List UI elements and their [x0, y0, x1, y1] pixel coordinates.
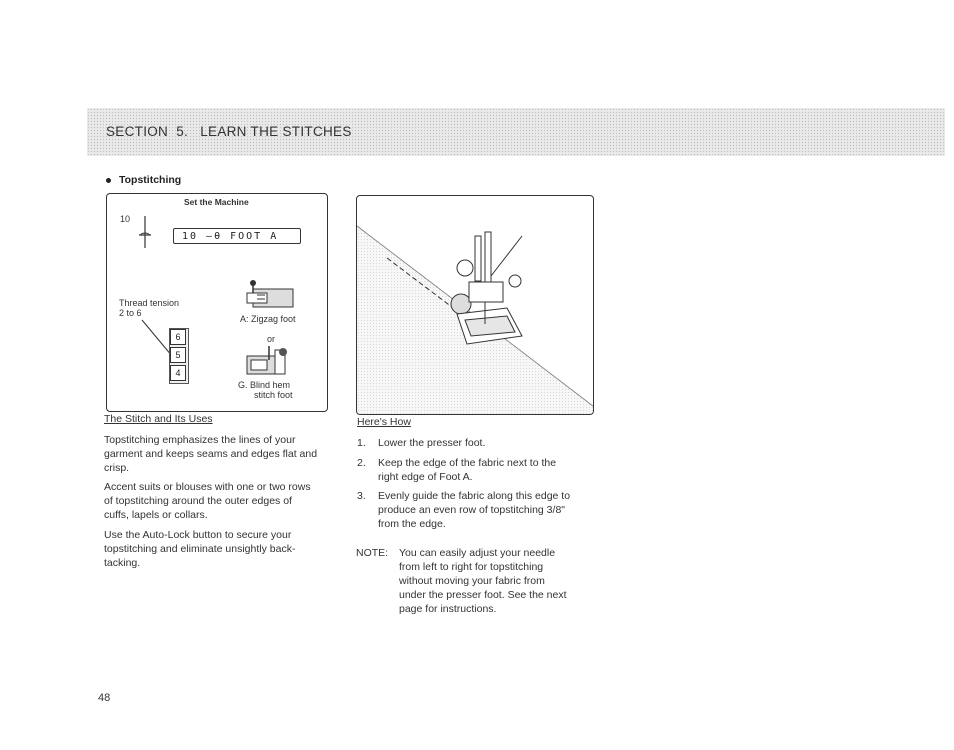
text-line: tacking.	[104, 557, 141, 569]
thread-tension-value: 2 to 6	[119, 308, 142, 318]
topic-title: Topstitching	[119, 174, 182, 186]
text-line: Use the Auto-Lock button to secure your	[104, 529, 292, 541]
foot-a-label: A: Zigzag foot	[240, 314, 296, 324]
uses-title: The Stitch and Its Uses	[104, 413, 213, 425]
topic-heading	[106, 174, 181, 186]
text-line: without moving your fabric from	[399, 575, 545, 587]
thread-tension-label: Thread tension	[119, 298, 180, 308]
text-line: Evenly guide the fabric along this edge to	[378, 490, 571, 502]
text-line: page for instructions.	[399, 603, 497, 615]
text-line: of topstitching around the outer edges of	[104, 495, 292, 507]
step-text	[378, 456, 556, 484]
text-line: under the presser foot. See the next	[399, 589, 567, 601]
text-line: produce an even row of topstitching 3/8"	[378, 504, 566, 516]
step-text	[378, 436, 485, 450]
topstitching-illustration	[357, 196, 593, 414]
stitch-length-dial-icon	[136, 214, 154, 250]
zigzag-foot-icon	[243, 280, 295, 314]
blind-hem-foot-icon	[243, 344, 295, 378]
text-line: from left to right for topstitching	[399, 561, 544, 573]
bullet-icon	[106, 178, 111, 183]
text-line: Accent suits or blouses with one or two rows	[104, 481, 311, 493]
text-line: Topstitching emphasizes the lines of your	[104, 434, 296, 446]
text-line: from the edge.	[378, 518, 446, 530]
note-text	[399, 546, 567, 616]
uses-paragraph-2	[104, 480, 311, 522]
tension-dial-5: 5	[170, 347, 186, 363]
text-line: topstitching and eliminate unsightly back-	[104, 543, 296, 555]
uses-paragraph-1	[104, 433, 317, 475]
text-line: Keep the edge of the fabric next to the	[378, 457, 557, 469]
or-label: or	[267, 334, 276, 344]
text-line: garment and keeps seams and edges flat and	[104, 448, 318, 460]
text-line: Lower the presser foot.	[378, 437, 486, 449]
step-number: 1.	[357, 437, 366, 449]
foot-g-label-2: stitch foot	[254, 390, 293, 400]
stitch-display: 10 ―θ FOOT A	[173, 228, 301, 244]
tension-dial-4: 4	[170, 365, 186, 381]
how-title: Here's How	[357, 416, 411, 428]
stitch-length-value: 10	[120, 214, 131, 224]
section-title: SECTION 5. LEARN THE STITCHES	[106, 124, 352, 139]
page-number: 48	[98, 692, 111, 704]
step-number: 2.	[357, 457, 366, 469]
machine-setup-title: Set the Machine	[184, 197, 249, 207]
text-line: You can easily adjust your needle	[399, 547, 556, 559]
tension-dial-6: 6	[170, 329, 186, 345]
foot-g-label-1: G. Blind hem	[238, 380, 291, 390]
text-line: cuffs, lapels or collars.	[104, 509, 208, 521]
step-text	[378, 489, 570, 531]
uses-paragraph-3	[104, 528, 295, 570]
text-line: right edge of Foot A.	[378, 471, 473, 483]
text-line: crisp.	[104, 462, 130, 474]
illustration-box	[356, 195, 594, 415]
note-label: NOTE:	[356, 547, 389, 559]
step-number: 3.	[357, 490, 366, 502]
